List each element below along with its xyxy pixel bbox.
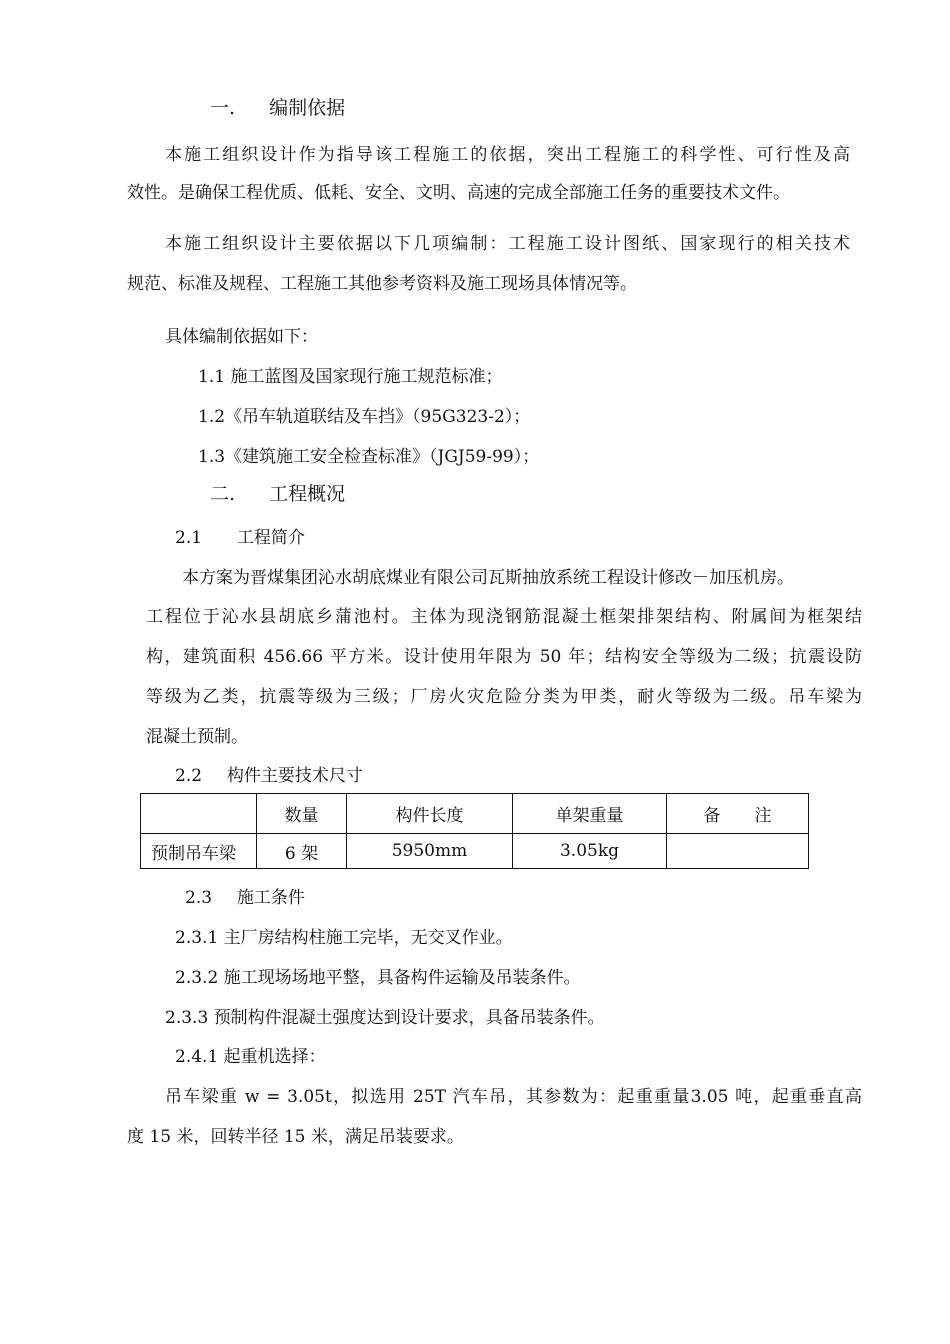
para-1-line-1: 本施工组织设计作为指导该工程施工的依据，突出工程施工的科学性、可行性及高 [165, 145, 850, 165]
para-1-line-2: 效性。是确保工程优质、低耗、安全、文明、高速的完成全部施工任务的重要技术文件。 [127, 183, 790, 203]
table-header-row [141, 794, 809, 834]
overview-line-3: 构，建筑面积 456.66 平方米。设计使用年限为 50 年；结构安全等级为二级；抗震设防 [146, 647, 862, 667]
section-2-heading [210, 482, 345, 506]
para-2-line-1: 本施工组织设计主要依据以下几项编制：工程施工设计图纸、国家现行的相关技术 [165, 234, 850, 254]
condition-1: 2.3.1 主厂房结构柱施工完毕，无交叉作业。 [175, 928, 513, 948]
condition-3: 2.3.3 预制构件混凝土强度达到设计要求，具备吊装条件。 [165, 1008, 605, 1028]
basis-intro: 具体编制依据如下： [165, 327, 318, 347]
subsection-2-3-heading [185, 886, 305, 910]
table-row [141, 834, 809, 869]
table-cell [667, 834, 809, 869]
table-header-cell: 单架重量 [513, 794, 667, 834]
table-header-cell: 构件长度 [347, 794, 513, 834]
table-cell: 预制吊车梁 [141, 834, 257, 869]
subsection-2-1-title: 工程简介 [236, 528, 305, 548]
section-2-number: 二. [210, 483, 236, 505]
basis-item-3: 1.3《建筑施工安全检查标准》（JGJ59-99）； [198, 447, 540, 467]
overview-line-5: 混凝土预制。 [146, 727, 248, 747]
crane-line-2: 度 15 米，回转半径 15 米，满足吊装要求。 [127, 1127, 464, 1147]
overview-line-2: 工程位于沁水县胡底乡蒲池村。主体为现浇钢筋混凝土框架排架结构、附属间为框架结 [146, 607, 862, 627]
overview-line-1: 本方案为晋煤集团沁水胡底煤业有限公司瓦斯抽放系统工程设计修改－加压机房。 [182, 568, 794, 588]
section-1-heading [210, 96, 345, 120]
crane-line-1: 吊车梁重 w = 3.05t，拟选用 25T 汽车吊，其参数为：起重重量3.05 吨，起重垂直高 [165, 1087, 862, 1107]
table-cell: 6 架 [257, 834, 347, 869]
table-header-cell: 备 注 [667, 794, 809, 834]
section-1-number: 一. [210, 97, 236, 119]
table-cell: 5950mm [347, 834, 513, 869]
subsection-2-2-title: 构件主要技术尺寸 [226, 766, 363, 786]
subsection-2-3-title: 施工条件 [236, 888, 305, 908]
basis-item-2: 1.2《吊车轨道联结及车挡》（95G323-2）； [198, 407, 531, 427]
para-2-line-2: 规范、标准及规程、工程施工其他参考资料及施工现场具体情况等。 [127, 274, 637, 294]
subsection-2-2-heading [175, 764, 363, 788]
table-header-cell: 数量 [257, 794, 347, 834]
subsection-2-3-number: 2.3 [185, 888, 213, 908]
table-cell: 3.05kg [513, 834, 667, 869]
component-spec-table [140, 793, 809, 869]
overview-line-4: 等级为乙类，抗震等级为三级；厂房火灾危险分类为甲类，耐火等级为二级。吊车梁为 [146, 687, 862, 707]
section-2-title: 工程概况 [269, 483, 346, 505]
table-header-cell [141, 794, 257, 834]
section-1-title: 编制依据 [269, 97, 346, 119]
crane-heading: 2.4.1 起重机选择： [175, 1047, 326, 1067]
subsection-2-1-number: 2.1 [175, 528, 203, 548]
basis-item-1: 1.1 施工蓝图及国家现行施工规范标准； [198, 367, 503, 387]
subsection-2-2-number: 2.2 [175, 766, 203, 786]
subsection-2-1-heading [175, 526, 305, 550]
condition-2: 2.3.2 施工现场场地平整，具备构件运输及吊装条件。 [175, 968, 581, 988]
